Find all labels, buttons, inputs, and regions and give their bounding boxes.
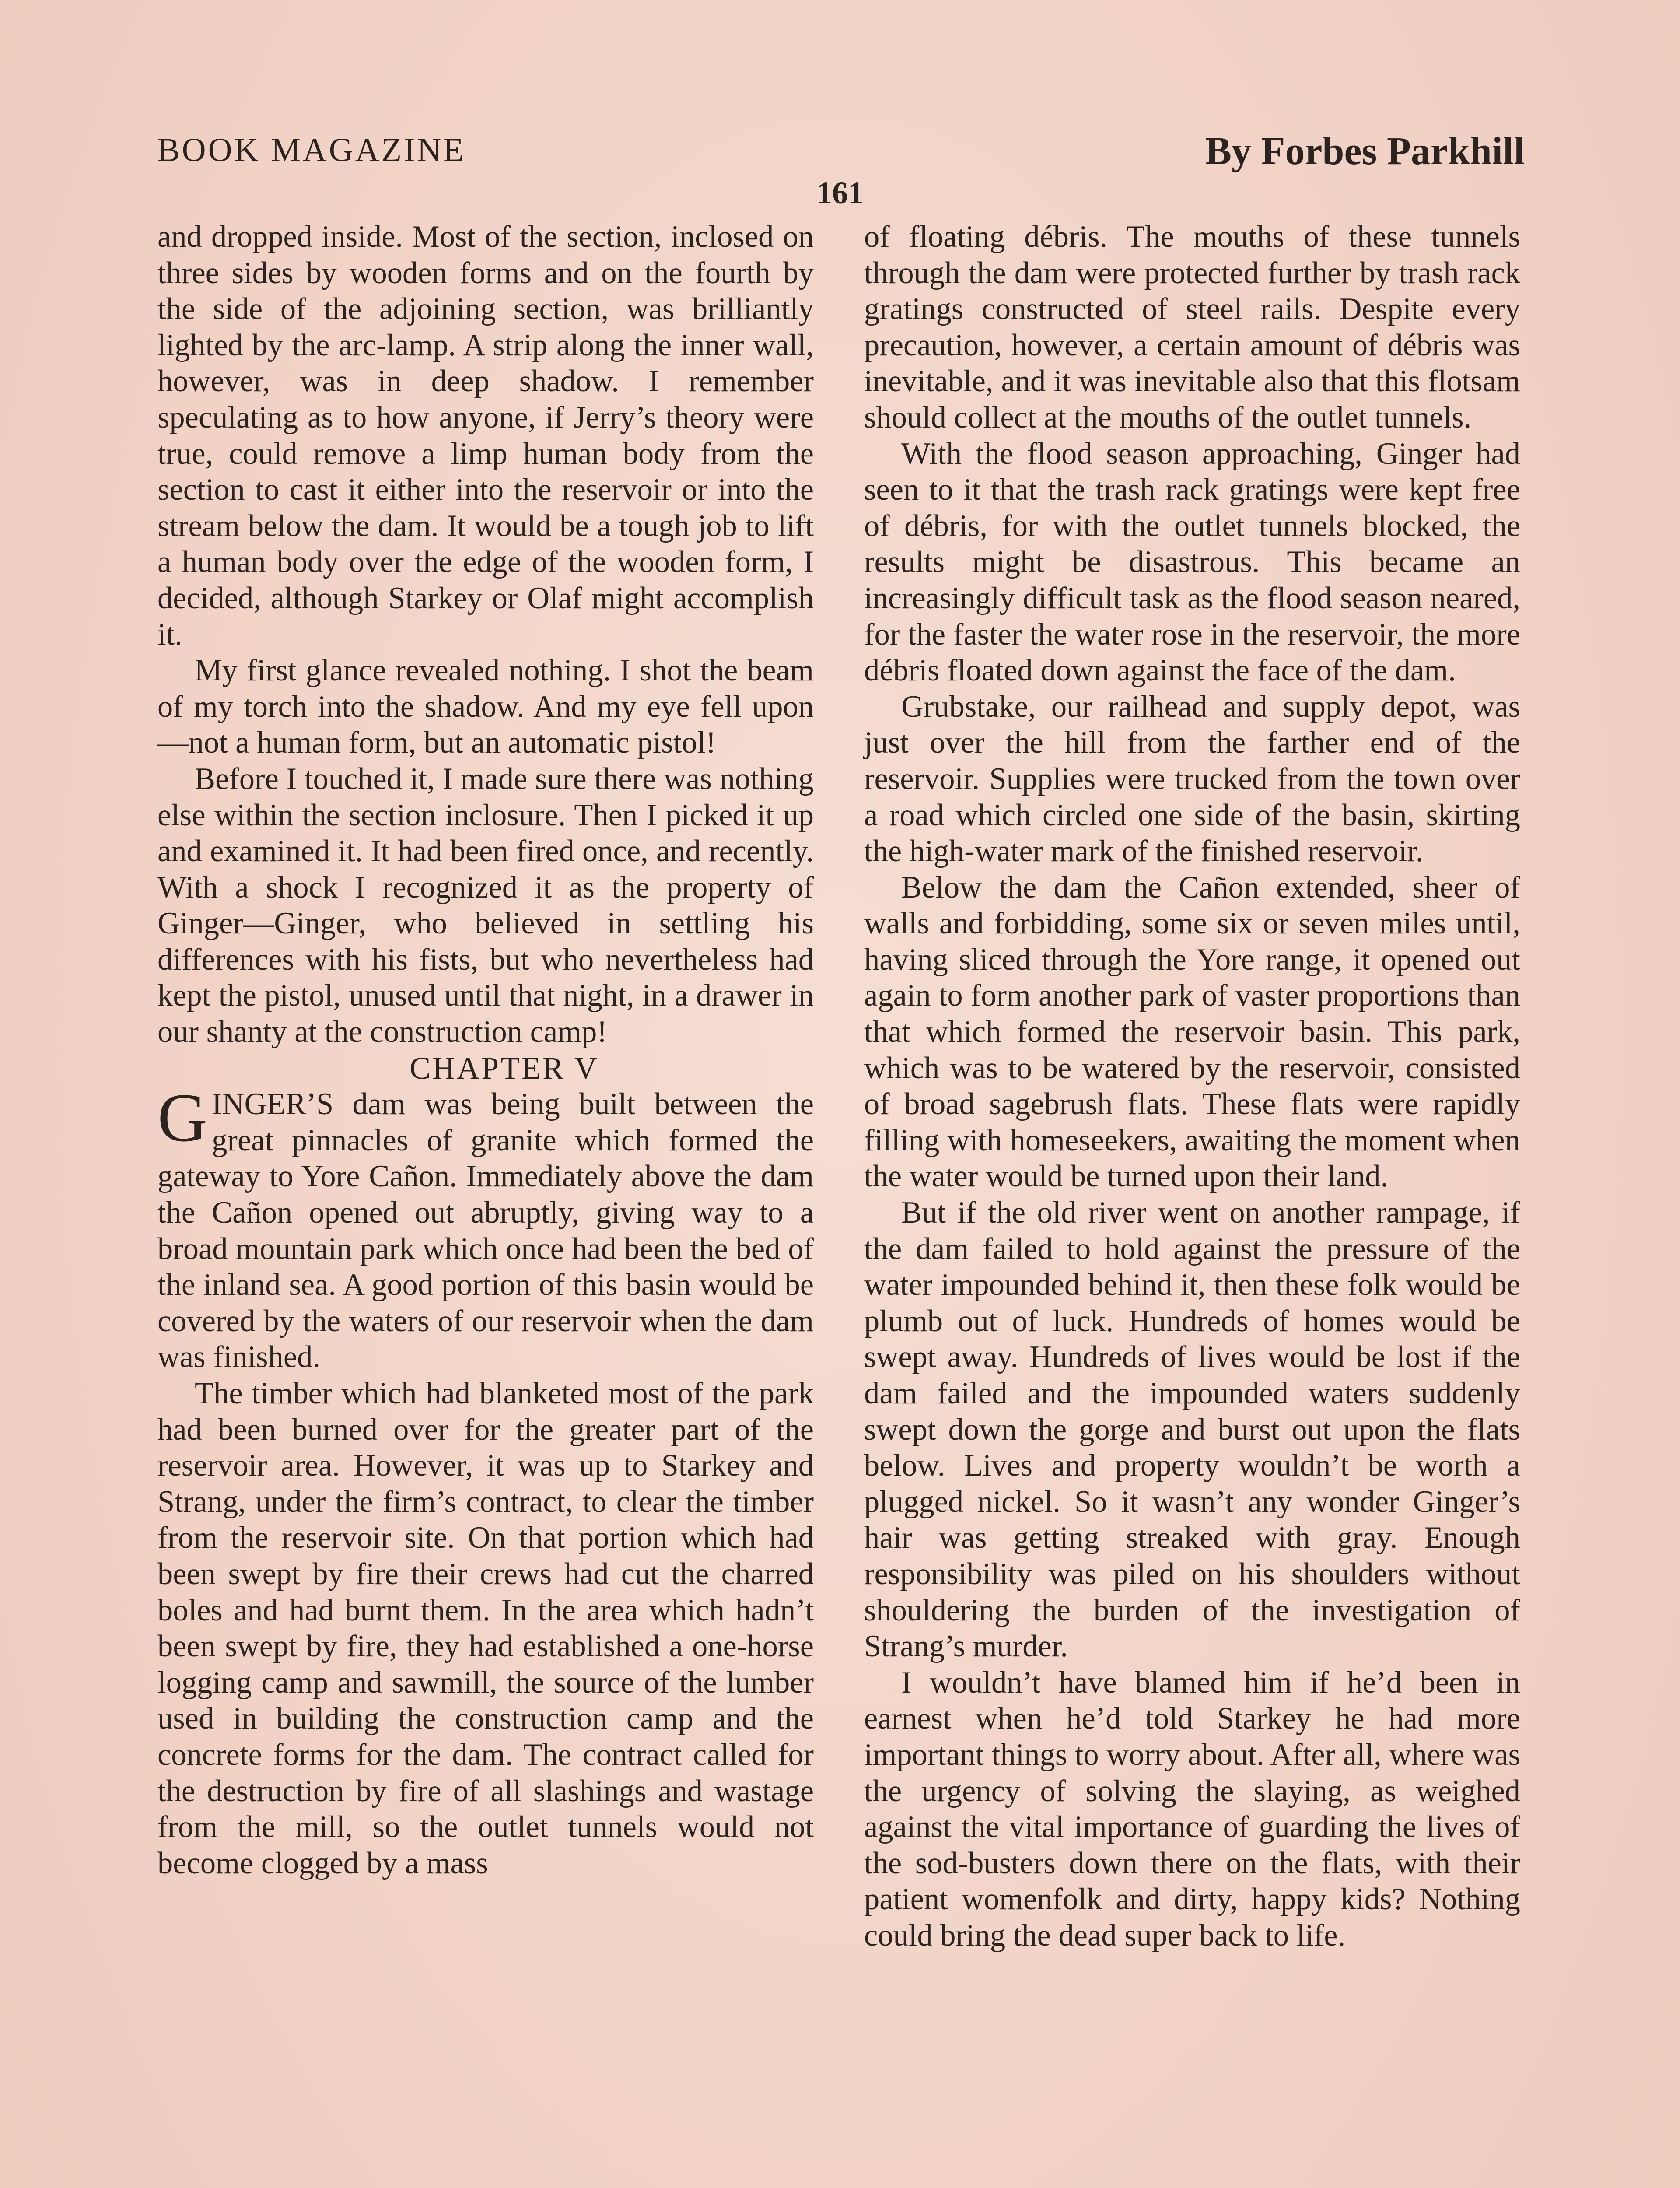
paragraph: But if the old river went on another rampage, if the dam failed to hold against the pressure of the water impounded behind it, then these folk would be plumb out of luck. Hundreds of homes would be swept away. Hundreds of lives would be lost if the dam failed and the impounded waters suddenly swept down the gorge and burst out upon the flats below. Lives and property wouldn’t be worth a plugged nickel. So it wasn’t any wonder Ginger’s hair was getting streaked with gray. Enough responsibility was piled on his shoulders without shouldering the burden of the investigation of Strang’s murder. <box>864 1196 1520 1664</box>
author-byline: By Forbes Parkhill <box>1205 130 1525 173</box>
chapter-opening-paragraph <box>158 1080 814 1375</box>
chapter-opening-text: INGER’S dam was being built between the great pinnacles of granite which formed the gateway to Yore Cañon. Immediately above the dam the Cañon opened out abruptly, giving way to a broad mountain park which once had been the bed of the inland sea. A good portion of this basin would be covered by the waters of our reservoir when the dam was finished. <box>158 1087 814 1375</box>
paragraph: My first glance revealed nothing. I shot the beam of my torch into the shadow. And my eye fell upon—not a human form, but an automatic pistol! <box>158 653 814 760</box>
running-head <box>158 131 1525 179</box>
drop-cap: G <box>158 1080 208 1157</box>
paragraph: and dropped inside. Most of the section, inclosed on three sides by wooden forms and on the fourth by the side of the adjoining section, was brilliantly lighted by the arc-lamp. A strip along the inner wall, however, was in deep shadow. I remember speculating as to how anyone, if Jerry’s theory were true, could remove a limp human body from the section to cast it either into the reservoir or into the stream below the dam. It would be a tough job to lift a human body over the edge of the wooden form, I decided, although Starkey or Olaf might accomplish it. <box>158 220 814 652</box>
paragraph: of floating débris. The mouths of these tunnels through the dam were protected further by trash rack gratings constructed of steel rails. Despite every precaution, however, a certain amount of débris was inevitable, and it was inevitable also that this flotsam should collect at the mouths of the outlet tunnels. <box>864 220 1520 435</box>
page-number: 161 <box>816 175 864 210</box>
right-column <box>864 219 1520 1954</box>
paragraph: I wouldn’t have blamed him if he’d been in earnest when he’d told Starkey he had more important things to worry about. After all, where was the urgency of solving the slaying, as weighed against the vital importance of guarding the lives of the sod-busters down there on the flats, with their patient womenfolk and dirty, happy kids? Nothing could bring the dead super back to life. <box>864 1665 1520 1953</box>
paragraph: With the flood season approaching, Ginger had seen to it that the trash rack gratings were kept free of débris, for with the outlet tunnels blocked, the results might be disastrous. This became an increasingly difficult task as the flood season neared, for the faster the water rose in the reservoir, the more débris floated down against the face of the dam. <box>864 436 1520 688</box>
paragraph: Grubstake, our railhead and supply depot, was just over the hill from the farther end of the reservoir. Supplies were trucked from the town over a road which circled one side of the basin, skirting the high-water mark of the finished reservoir. <box>864 689 1520 869</box>
paragraph: Below the dam the Cañon extended, sheer of walls and forbidding, some six or seven miles until, having sliced through the Yore range, it opened out again to form another park of vaster proportions than that which formed the reservoir basin. This park, which was to be watered by the reservoir, consisted of broad sagebrush flats. These flats were rapidly filling with homeseekers, awaiting the moment when the water would be turned upon their land. <box>864 870 1520 1194</box>
paragraph: Before I touched it, I made sure there was nothing else within the section inclosure. Then I picked it up and examined it. It had been fired once, and recently. With a shock I recognized it as the property of Ginger—Ginger, who believed in settling his differences with his fists, but who nevertheless had kept the pistol, unused until that night, in a drawer in our shanty at the construction camp! <box>158 761 814 1049</box>
left-column <box>158 219 814 1881</box>
chapter-heading: CHAPTER V <box>410 1050 599 1086</box>
magazine-title: BOOK MAGAZINE <box>158 132 466 168</box>
paragraph: The timber which had blanketed most of the park had been burned over for the greater part of the reservoir area. However, it was up to Starkey and Strang, under the firm’s contract, to clear the timber from the reservoir site. On that portion which had been swept by fire their crews had cut the charred boles and had burnt them. In the area which hadn’t been swept by fire, they had established a one-horse logging camp and sawmill, the source of the lumber used in building the construction camp and the concrete forms for the dam. The contract called for the destruction by fire of all slashings and wastage from the mill, so the outlet tunnels would not become clogged by a mass <box>158 1376 814 1880</box>
